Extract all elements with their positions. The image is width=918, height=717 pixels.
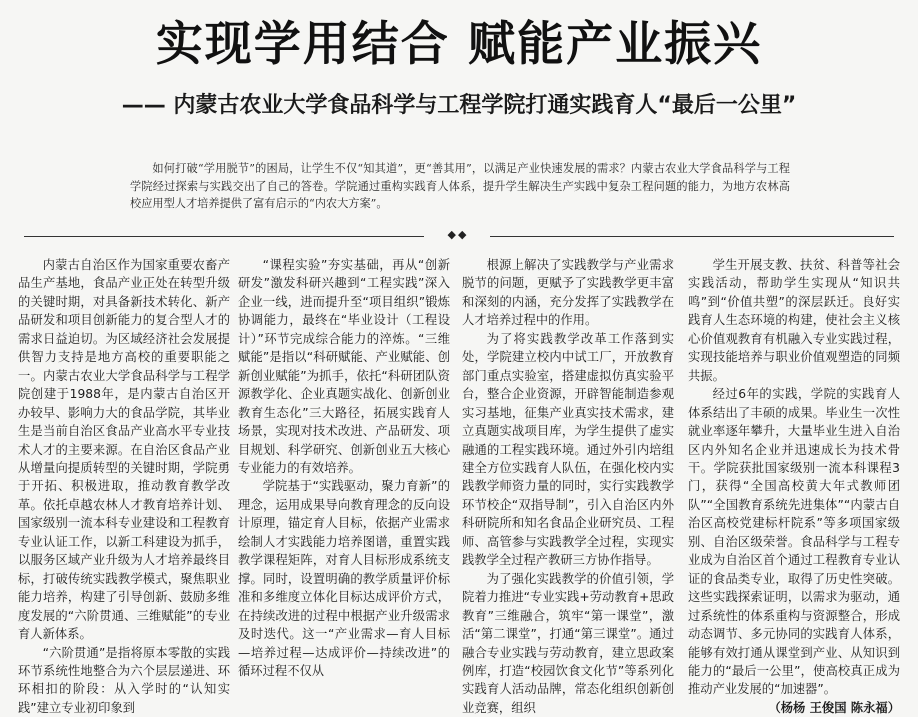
author-byline: （杨杨 王俊国 陈永福）: [768, 700, 900, 715]
lead-paragraph: 如何打破“学用脱节”的困局，让学生不仅“知其道”，更“善其用”，以满足产业快速发展的需求？内蒙古农业大学食品科学与工程学院经过探索与实践交出了自己的答卷。学院通过重构实践育人体系，提升学生解决生产实践中复杂工程问题的能力，为地方农林高校应用型人才培养提供了富有启示的“内农大方案”。: [130, 162, 790, 210]
body-column-4: [688, 256, 900, 715]
body-paragraph: 根源上解决了实践教学与产业需求脱节的问题，更赋予了实践教学更丰富和深刻的内涵，充分发挥了实践教学在人才培养过程中的作用。: [462, 258, 674, 328]
divider-rule-right: [490, 236, 894, 237]
body-paragraph: 为了强化实践教学的价值引领，学院着力推进“专业实践+劳动教育+思政教育”三维融合，筑牢“第一课堂”，激活“第二课堂”，打通“第三课堂”。通过融合专业实践与劳动教育，建立思政案例库，打造“校园饮食文化节”等系列化实践育人活动品牌，常态化组织创新创业竞赛，组织: [462, 571, 674, 715]
sub-title: —— 内蒙古农业大学食品科学与工程学院打通实践育人“最后一公里”: [121, 93, 797, 118]
body-column-3: [462, 256, 674, 715]
section-divider: [24, 230, 894, 242]
body-column-2: [238, 256, 450, 686]
body-paragraph: “六阶贯通”是指将原本零散的实践环节系统性地整合为六个层层递进、环环相扣的阶段：从入学时的“认知实践”建立专业初印象到: [18, 645, 230, 715]
body-column-1: [18, 256, 230, 715]
body-paragraph: 经过6年的实践，学院的实践育人体系结出了丰硕的成果。毕业生一次性就业率逐年攀升，大量毕业生进入自治区内外知名企业并迅速成长为技术骨干。学院获批国家级别一流本科课程3门，获得“全国高校黄大年式教师团队”“全国教育系统先进集体”“内蒙古自治区高校党建标杆院系”等多项国家级别、自治区级荣誉。食品科学与工程专业成为自治区首个通过工程教育专业认证的食品类专业，取得了历史性突破。这些实践探索证明，以需求为驱动，通过系统性的体系重构与资源整合，形成动态调节、多元协同的实践育人体系，能够有效打通从课堂到产业、从知识到能力的“最后一公里”，使高校真正成为推动产业发展的“加速器”。: [688, 387, 900, 697]
body-paragraph: 内蒙古自治区作为国家重要农畜产品生产基地，食品产业正处在转型升级的关键时期，对具备新技术转化、新产品研发和项目创新能力的复合型人才的需求日益迫切。为区域经济社会发展提供智力支持是地方高校的重要职能之一。内蒙古农业大学食品科学与工程学院创建于1988年，是内蒙古自治区开办较早、影响力大的食品学院，其毕业生是当前自治区食品产业高水平专业技术人才的主要来源。在自治区食品产业从增量向提质转型的关键时期，学院勇于开拓、积极进取，推动教育教学改革。依托卓越农林人才教育培养计划、国家级别一流本科专业建设和工程教育专业认证工作，以新工科建设为抓手，以服务区域产业升级为人才培养最终目标，打破传统实践教学模式，聚焦职业能力培养，构建了引导创新、鼓励多维度发展的“六阶贯通、三维赋能”的专业育人新体系。: [18, 258, 230, 642]
body-paragraph: “课程实验”夯实基础，再从“创新研发”激发科研兴趣到“工程实践”深入企业一线，进而提升至“项目组织”锻炼协调能力，最终在“毕业设计（工程设计）”环节完成综合能力的淬炼。“三维赋能”是指以“科研赋能、产业赋能、创新创业赋能”为抓手，依托“科研团队资源教学化、企业真题实战化、创新创业教育生态化”三大路径，拓展实践育人场景，实现对技术改进、产品研发、项目规划、科学研究、创新创业五大核心专业能力的有效培养。: [238, 258, 450, 475]
body-paragraph: 学生开展支教、扶贫、科普等社会实践活动，帮助学生实现从“知识共鸣”到“价值共塑”的深层跃迁。良好实践育人生态环境的构建，使社会主义核心价值观教育有机融入专业实践过程，实现技能培养与职业价值观塑造的同频共振。: [688, 258, 900, 383]
body-paragraph: 为了将实践教学改革工作落到实处，学院建立校内中试工厂，开放教育部门重点实验室，搭建虚拟仿真实验平台，整合企业资源，开辟智能制造参观实习基地，征集产业真实技术需求，建立真题实战项目库，为学生提供了虚实融通的工程实践环境。通过外引内培组建全方位实践育人队伍，在强化校内实践教学师资力量的同时，实行实践教学环节校企“双指导制”，引入自治区内外科研院所和知名食品企业研究员、工程师、高管参与实践教学全过程，实现实践教学全过程产教研三方协作指导。: [462, 331, 674, 568]
body-paragraph: 学院基于“实践驱动，聚力育新”的理念，运用成果导向教育理念的反向设计原理，锚定育人目标，依据产业需求绘制人才实践能力培养图谱，重置实践教学课程矩阵，对育人目标形成系统支撑。同时，设置明确的教学质量评价标准和多维度立体化目标达成评价方式，在持续改进的过程中根据产业升级需求及时迭代。这一“产业需求—育人目标—培养过程—达成评价—持续改进”的循环过程不仅从: [238, 479, 450, 678]
diamond-ornament-icon: ◆◆: [447, 228, 469, 241]
main-title: 实现学用结合 赋能产业振兴: [155, 17, 763, 72]
divider-rule-left: [24, 236, 424, 237]
